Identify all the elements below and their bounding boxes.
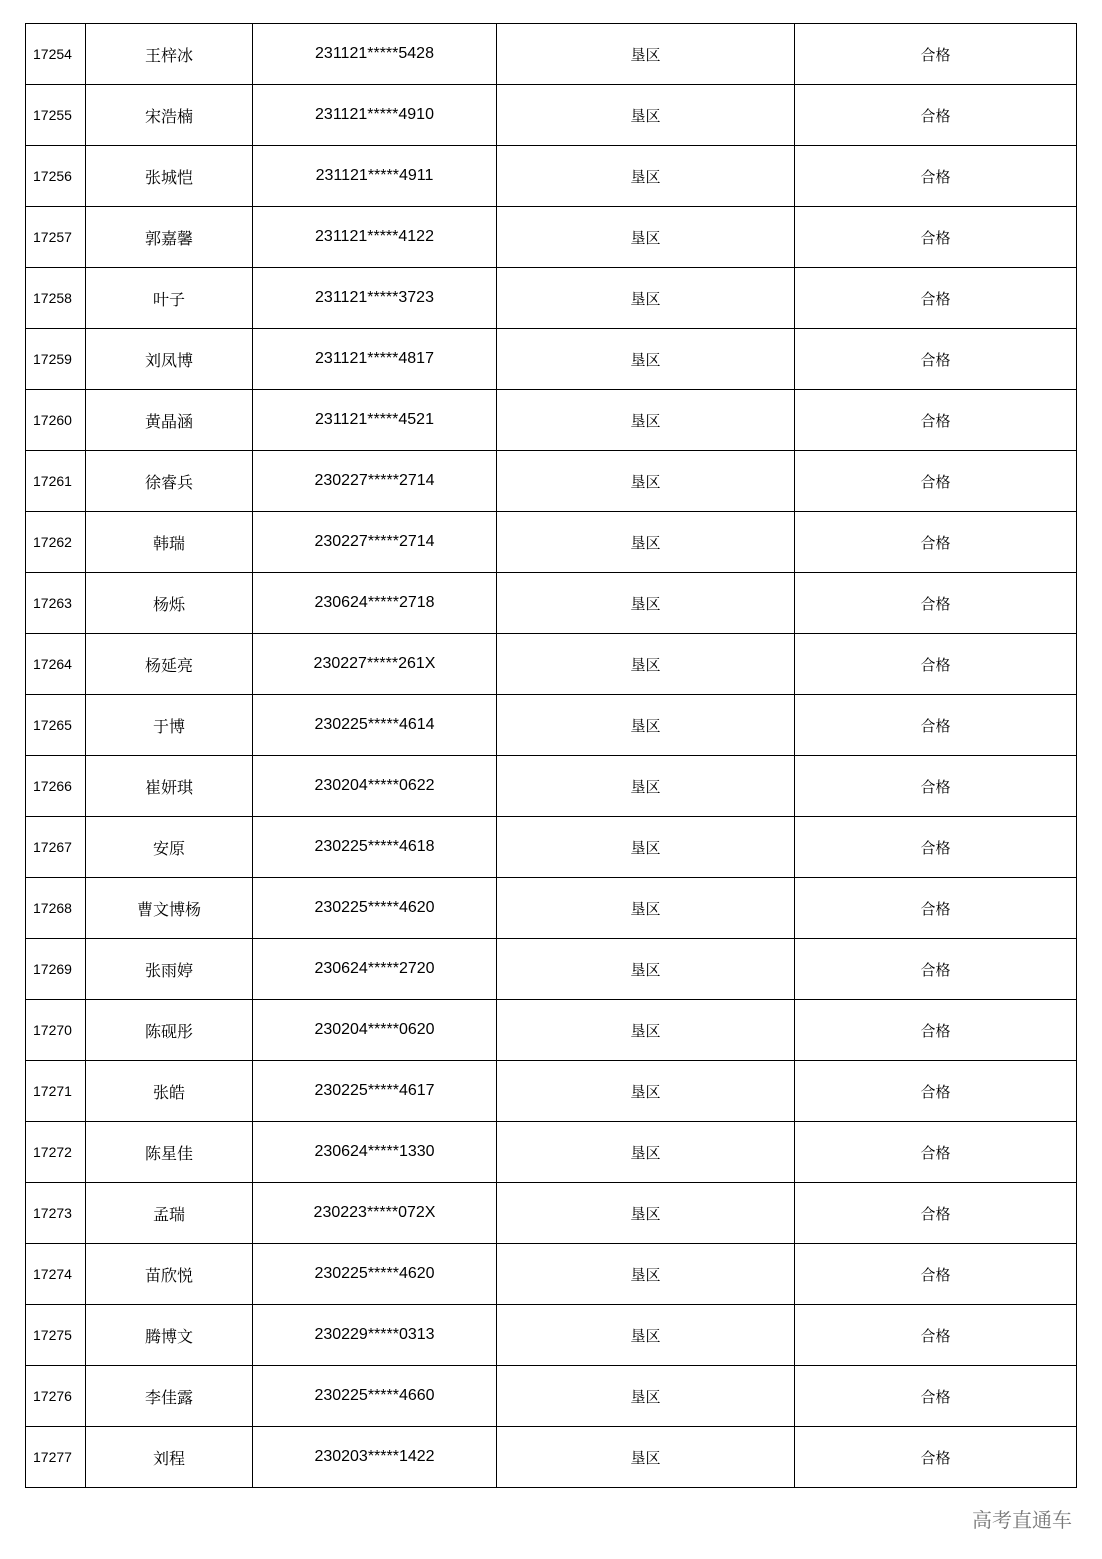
area-cell: 垦区 — [497, 939, 795, 1000]
id-number-cell: 230227*****2714 — [253, 512, 497, 573]
id-number-cell: 230624*****2718 — [253, 573, 497, 634]
id-number-cell: 230225*****4620 — [253, 878, 497, 939]
result-cell: 合格 — [795, 756, 1077, 817]
name-cell: 张皓 — [86, 1061, 253, 1122]
id-number-cell: 230624*****1330 — [253, 1122, 497, 1183]
results-table — [25, 23, 1077, 1488]
result-cell: 合格 — [795, 634, 1077, 695]
name-cell: 安原 — [86, 817, 253, 878]
name-cell: 孟瑞 — [86, 1183, 253, 1244]
serial-number-cell: 17268 — [26, 878, 86, 939]
table-row — [26, 939, 1077, 1000]
name-cell: 黄晶涵 — [86, 390, 253, 451]
serial-number-cell: 17277 — [26, 1427, 86, 1488]
id-number-cell: 230203*****1422 — [253, 1427, 497, 1488]
id-number-cell: 230227*****2714 — [253, 451, 497, 512]
id-number-cell: 231121*****4521 — [253, 390, 497, 451]
name-cell: 刘程 — [86, 1427, 253, 1488]
result-cell: 合格 — [795, 390, 1077, 451]
serial-number-cell: 17259 — [26, 329, 86, 390]
id-number-cell: 230624*****2720 — [253, 939, 497, 1000]
id-number-cell: 230225*****4620 — [253, 1244, 497, 1305]
id-number-cell: 230204*****0620 — [253, 1000, 497, 1061]
area-cell: 垦区 — [497, 451, 795, 512]
table-row — [26, 573, 1077, 634]
result-cell: 合格 — [795, 85, 1077, 146]
table-row — [26, 512, 1077, 573]
name-cell: 陈砚彤 — [86, 1000, 253, 1061]
table-row — [26, 1122, 1077, 1183]
serial-number-cell: 17269 — [26, 939, 86, 1000]
table-row — [26, 1000, 1077, 1061]
table-row — [26, 634, 1077, 695]
watermark: 高考直通车 — [970, 1504, 1074, 1533]
name-cell: 曹文博杨 — [86, 878, 253, 939]
serial-number-cell: 17275 — [26, 1305, 86, 1366]
area-cell: 垦区 — [497, 512, 795, 573]
table-row — [26, 1183, 1077, 1244]
name-cell: 李佳露 — [86, 1366, 253, 1427]
area-cell: 垦区 — [497, 878, 795, 939]
id-number-cell: 231121*****3723 — [253, 268, 497, 329]
serial-number-cell: 17273 — [26, 1183, 86, 1244]
result-cell: 合格 — [795, 1122, 1077, 1183]
name-cell: 徐睿兵 — [86, 451, 253, 512]
id-number-cell: 230227*****261X — [253, 634, 497, 695]
serial-number-cell: 17271 — [26, 1061, 86, 1122]
serial-number-cell: 17274 — [26, 1244, 86, 1305]
area-cell: 垦区 — [497, 1427, 795, 1488]
result-cell: 合格 — [795, 24, 1077, 85]
area-cell: 垦区 — [497, 1000, 795, 1061]
result-cell: 合格 — [795, 573, 1077, 634]
result-cell: 合格 — [795, 939, 1077, 1000]
serial-number-cell: 17266 — [26, 756, 86, 817]
name-cell: 叶子 — [86, 268, 253, 329]
id-number-cell: 231121*****4122 — [253, 207, 497, 268]
name-cell: 杨延亮 — [86, 634, 253, 695]
result-cell: 合格 — [795, 1427, 1077, 1488]
table-row — [26, 1427, 1077, 1488]
area-cell: 垦区 — [497, 24, 795, 85]
area-cell: 垦区 — [497, 1122, 795, 1183]
area-cell: 垦区 — [497, 329, 795, 390]
area-cell: 垦区 — [497, 1183, 795, 1244]
area-cell: 垦区 — [497, 1061, 795, 1122]
result-cell: 合格 — [795, 1183, 1077, 1244]
table-row — [26, 390, 1077, 451]
id-number-cell: 230225*****4614 — [253, 695, 497, 756]
serial-number-cell: 17255 — [26, 85, 86, 146]
result-cell: 合格 — [795, 512, 1077, 573]
table-row — [26, 756, 1077, 817]
id-number-cell: 230229*****0313 — [253, 1305, 497, 1366]
name-cell: 腾博文 — [86, 1305, 253, 1366]
serial-number-cell: 17264 — [26, 634, 86, 695]
id-number-cell: 231121*****4817 — [253, 329, 497, 390]
area-cell: 垦区 — [497, 695, 795, 756]
result-cell: 合格 — [795, 817, 1077, 878]
area-cell: 垦区 — [497, 85, 795, 146]
table-row — [26, 1305, 1077, 1366]
area-cell: 垦区 — [497, 817, 795, 878]
area-cell: 垦区 — [497, 207, 795, 268]
result-cell: 合格 — [795, 1244, 1077, 1305]
result-cell: 合格 — [795, 878, 1077, 939]
name-cell: 苗欣悦 — [86, 1244, 253, 1305]
table-body — [26, 24, 1077, 1488]
area-cell: 垦区 — [497, 1366, 795, 1427]
table-row — [26, 146, 1077, 207]
area-cell: 垦区 — [497, 1244, 795, 1305]
table-row — [26, 1244, 1077, 1305]
result-cell: 合格 — [795, 207, 1077, 268]
table-row — [26, 85, 1077, 146]
table-row — [26, 1061, 1077, 1122]
serial-number-cell: 17265 — [26, 695, 86, 756]
serial-number-cell: 17267 — [26, 817, 86, 878]
result-cell: 合格 — [795, 451, 1077, 512]
id-number-cell: 231121*****5428 — [253, 24, 497, 85]
name-cell: 杨烁 — [86, 573, 253, 634]
result-cell: 合格 — [795, 1366, 1077, 1427]
id-number-cell: 230225*****4660 — [253, 1366, 497, 1427]
table-row — [26, 695, 1077, 756]
serial-number-cell: 17263 — [26, 573, 86, 634]
table-row — [26, 878, 1077, 939]
result-cell: 合格 — [795, 1061, 1077, 1122]
result-cell: 合格 — [795, 146, 1077, 207]
table-row — [26, 329, 1077, 390]
table-row — [26, 24, 1077, 85]
name-cell: 崔妍琪 — [86, 756, 253, 817]
serial-number-cell: 17261 — [26, 451, 86, 512]
table-row — [26, 268, 1077, 329]
serial-number-cell: 17272 — [26, 1122, 86, 1183]
name-cell: 郭嘉馨 — [86, 207, 253, 268]
serial-number-cell: 17260 — [26, 390, 86, 451]
serial-number-cell: 17270 — [26, 1000, 86, 1061]
serial-number-cell: 17257 — [26, 207, 86, 268]
name-cell: 陈星佳 — [86, 1122, 253, 1183]
result-cell: 合格 — [795, 268, 1077, 329]
id-number-cell: 230225*****4617 — [253, 1061, 497, 1122]
name-cell: 张城恺 — [86, 146, 253, 207]
area-cell: 垦区 — [497, 390, 795, 451]
name-cell: 于博 — [86, 695, 253, 756]
result-cell: 合格 — [795, 1000, 1077, 1061]
id-number-cell: 230225*****4618 — [253, 817, 497, 878]
serial-number-cell: 17256 — [26, 146, 86, 207]
name-cell: 韩瑞 — [86, 512, 253, 573]
id-number-cell: 230223*****072X — [253, 1183, 497, 1244]
serial-number-cell: 17262 — [26, 512, 86, 573]
name-cell: 刘凤博 — [86, 329, 253, 390]
table-row — [26, 451, 1077, 512]
id-number-cell: 231121*****4910 — [253, 85, 497, 146]
serial-number-cell: 17258 — [26, 268, 86, 329]
serial-number-cell: 17276 — [26, 1366, 86, 1427]
area-cell: 垦区 — [497, 634, 795, 695]
area-cell: 垦区 — [497, 268, 795, 329]
id-number-cell: 230204*****0622 — [253, 756, 497, 817]
result-cell: 合格 — [795, 695, 1077, 756]
name-cell: 王梓冰 — [86, 24, 253, 85]
name-cell: 宋浩楠 — [86, 85, 253, 146]
table-row — [26, 207, 1077, 268]
area-cell: 垦区 — [497, 1305, 795, 1366]
name-cell: 张雨婷 — [86, 939, 253, 1000]
area-cell: 垦区 — [497, 756, 795, 817]
area-cell: 垦区 — [497, 146, 795, 207]
id-number-cell: 231121*****4911 — [253, 146, 497, 207]
table-row — [26, 817, 1077, 878]
result-cell: 合格 — [795, 329, 1077, 390]
serial-number-cell: 17254 — [26, 24, 86, 85]
result-cell: 合格 — [795, 1305, 1077, 1366]
area-cell: 垦区 — [497, 573, 795, 634]
table-row — [26, 1366, 1077, 1427]
